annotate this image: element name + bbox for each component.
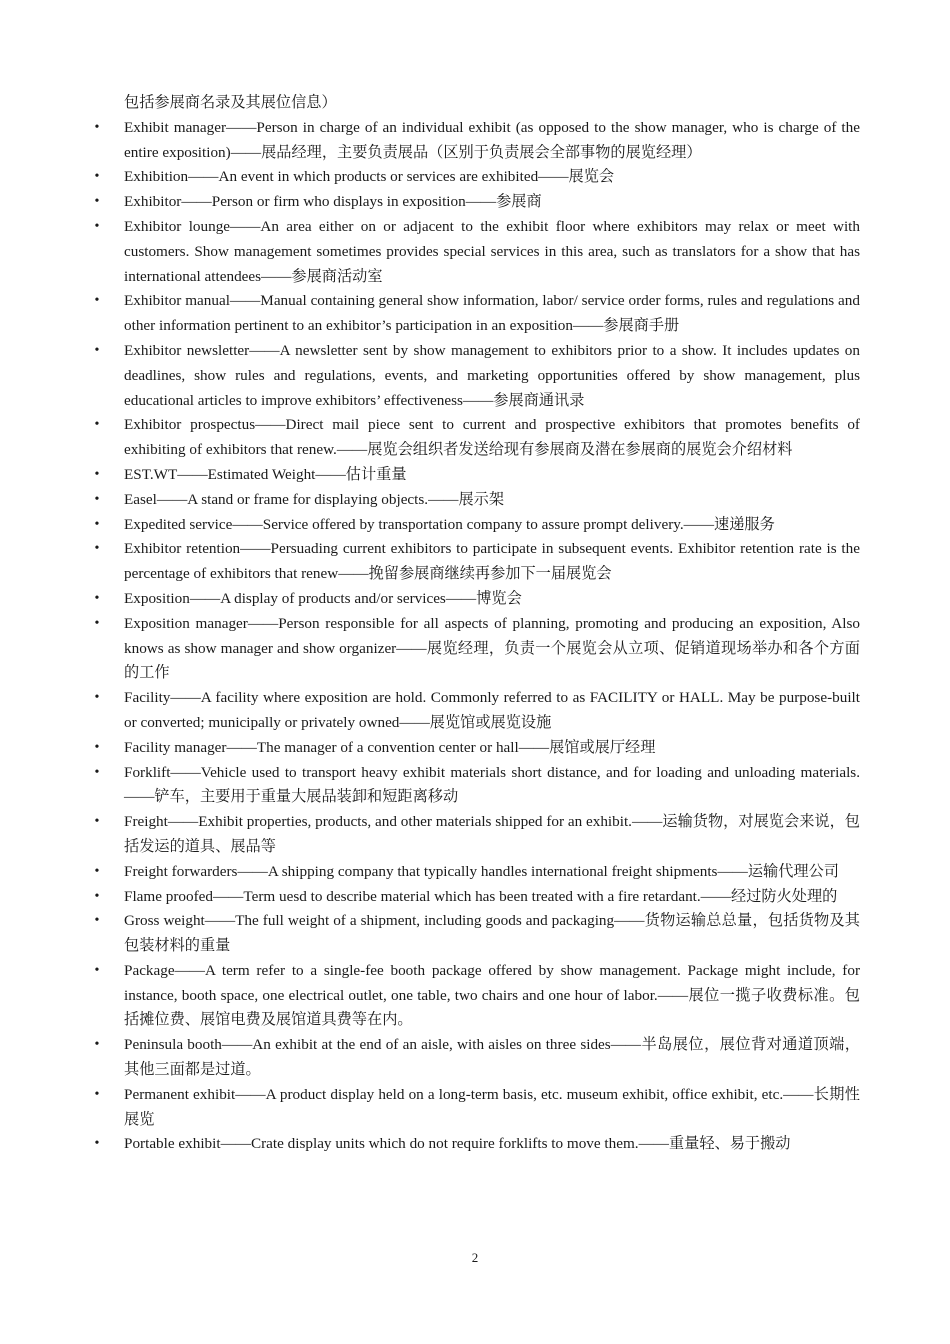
page-number: 2: [471, 1250, 479, 1265]
bullet-icon: •: [94, 739, 100, 755]
entry-text: Freight——Exhibit properties, products, and other materials shipped for an exhibit.——运输货物，对展览会来说，包括发运的道具、展品等: [124, 813, 860, 855]
glossary-entry: [94, 761, 860, 811]
glossary-list: [94, 116, 860, 1157]
bullet-icon: •: [94, 342, 100, 358]
entry-text: Exhibitor retention——Persuading current exhibitors to participate in subsequent events. Exhibitor retention rate is the percentage of exhibitors that renew——挽留参展商继续再参加下一届展览会: [124, 540, 860, 583]
entry-text: Exposition manager——Person responsible for all aspects of planning, promoting and producing an exposition, Also knows as show manager and show organizer——展览经理，负责一个展览会从立项、促销道现场举办和各个方面的工作: [124, 614, 860, 682]
entry-text: Gross weight——The full weight of a shipment, including goods and packaging——货物运输总总量，包括货物及其包装材料的重量: [124, 912, 860, 955]
entry-text: Exhibition——An event in which products or services are exhibited——展览会: [124, 168, 615, 186]
entry-text: EST.WT——Estimated Weight——估计重量: [124, 465, 407, 483]
bullet-icon: •: [94, 1136, 100, 1152]
bullet-icon: •: [94, 516, 100, 532]
glossary-entry: [94, 488, 860, 513]
entry-text: Exhibitor newsletter——A newsletter sent by show management to exhibitors prior to a show. It includes updates on deadlines, show rules and regulations, events, and marketing opportunities offered by show management, plus educational articles to improve exhibitors’ effectiveness——参展商通讯录: [124, 341, 860, 409]
entry-text: Exhibit manager——Person in charge of an individual exhibit (as opposed to the show manager, who is charge of the entire exposition)——展品经理，主要负责展品（区别于负责展会全部事物的展览经理）: [124, 118, 860, 161]
bullet-icon: •: [94, 194, 100, 210]
entry-text: Exhibitor prospectus——Direct mail piece sent to current and prospective exhibitors that promotes benefits of exhibiting of exhibitors that renew.——展览会组织者发送给现有参展商及潜在参展商的展览会介绍材料: [124, 416, 860, 459]
bullet-icon: •: [94, 1086, 100, 1102]
bullet-icon: •: [94, 913, 100, 929]
glossary-entry: [94, 165, 860, 190]
glossary-entry: [94, 413, 860, 463]
glossary-entry: [94, 1033, 860, 1083]
glossary-entry: [94, 116, 860, 166]
bullet-icon: •: [94, 615, 100, 631]
entry-text: Exposition——A display of products and/or services——博览会: [124, 589, 522, 607]
bullet-icon: •: [94, 690, 100, 706]
bullet-icon: •: [94, 863, 100, 879]
entry-text: Easel——A stand or frame for displaying objects.——展示架: [124, 490, 505, 508]
entry-text: Portable exhibit——Crate display units which do not require forklifts to move them.——重量轻、易于搬动: [124, 1135, 791, 1153]
entry-text: Expedited service——Service offered by transportation company to assure prompt delivery.——速递服务: [124, 515, 775, 533]
entry-text: Facility manager——The manager of a convention center or hall——展馆或展厅经理: [124, 738, 656, 756]
glossary-entry: [94, 190, 860, 215]
entry-text: Exhibitor lounge——An area either on or adjacent to the exhibit floor where exhibitors may relax or meet with customers. Show management sometimes provides special services in this area, such as translators for a show that has international attendees——参展商活动室: [124, 217, 860, 285]
entry-text: Flame proofed——Term uesd to describe material which has been treated with a fire retardant.——经过防火处理的: [124, 887, 838, 905]
page-body: [94, 91, 860, 1157]
bullet-icon: •: [94, 417, 100, 433]
glossary-entry: [94, 860, 860, 885]
glossary-entry: [94, 513, 860, 538]
glossary-entry: [94, 587, 860, 612]
bullet-icon: •: [94, 1037, 100, 1053]
bullet-icon: •: [94, 491, 100, 507]
entry-text: Exhibitor——Person or firm who displays in exposition——参展商: [124, 193, 542, 211]
glossary-entry: [94, 339, 860, 413]
glossary-entry: [94, 909, 860, 959]
bullet-icon: •: [94, 962, 100, 978]
entry-text: Peninsula booth——An exhibit at the end of an aisle, with aisles on three sides——半岛展位，展位背对通道顶端，其他三面都是过道。: [124, 1036, 860, 1079]
bullet-icon: •: [94, 169, 100, 185]
glossary-entry: [94, 215, 860, 289]
glossary-entry: [94, 736, 860, 761]
bullet-icon: •: [94, 541, 100, 557]
entry-text: Forklift——Vehicle used to transport heavy exhibit materials short distance, and for loading and unloading materials.——铲车，主要用于重量大展品装卸和短距离移动: [124, 763, 860, 806]
bullet-icon: •: [94, 590, 100, 606]
bullet-icon: •: [94, 764, 100, 780]
glossary-entry: [94, 612, 860, 686]
bullet-icon: •: [94, 293, 100, 309]
bullet-icon: •: [94, 218, 100, 234]
glossary-entry: [94, 1132, 860, 1157]
glossary-entry: [94, 1083, 860, 1133]
glossary-entry: [94, 810, 860, 860]
bullet-icon: •: [94, 119, 100, 135]
entry-text: Exhibitor manual——Manual containing general show information, labor/ service order forms, rules and regulations and other information pertinent to an exhibitor’s participation in an exposition——参展商手册: [124, 292, 860, 335]
glossary-entry: [94, 885, 860, 910]
bullet-icon: •: [94, 888, 100, 904]
glossary-entry: [94, 289, 860, 339]
entry-text: Permanent exhibit——A product display held on a long-term basis, etc. museum exhibit, office exhibit, etc.——长期性展览: [124, 1085, 860, 1128]
continuation-text: 包括参展商名录及其展位信息）: [124, 94, 337, 111]
glossary-entry: [94, 537, 860, 587]
entry-text: Package——A term refer to a single-fee booth package offered by show management. Package might include, for instance, booth space, one electrical outlet, one table, two chairs and one hour of labor.——展位一揽子收费标准。包括摊位费、展馆电费及展馆道具费等在内。: [124, 961, 860, 1029]
entry-text: Freight forwarders——A shipping company that typically handles international freight shipments——运输代理公司: [124, 862, 839, 880]
glossary-entry: [94, 959, 860, 1033]
bullet-icon: •: [94, 466, 100, 482]
glossary-entry: [94, 463, 860, 488]
entry-text: Facility——A facility where exposition are hold. Commonly referred to as FACILITY or HALL. May be purpose-built or converted; municipally or privately owned——展览馆或展览设施: [124, 689, 860, 731]
glossary-entry: [94, 686, 860, 736]
bullet-icon: •: [94, 814, 100, 830]
